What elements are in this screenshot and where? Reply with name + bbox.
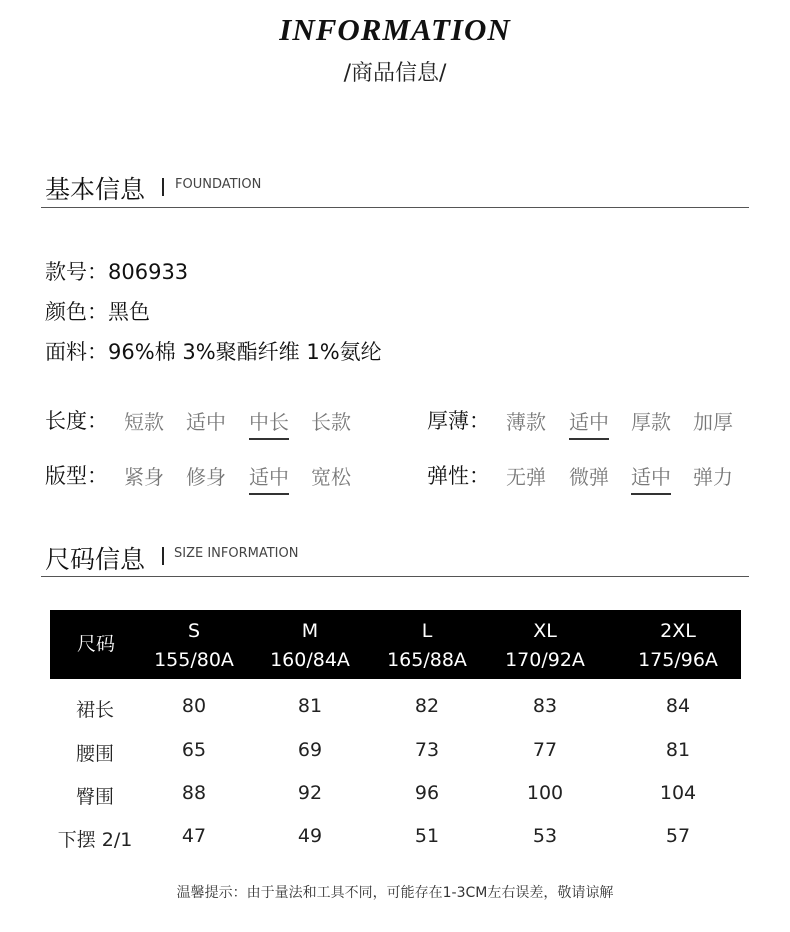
size-column-header: [258, 617, 362, 675]
size-spec: 160/84A: [270, 649, 350, 671]
size-subtitle: SIZE INFORMATION: [174, 546, 299, 561]
thickness-label: 厚薄：: [427, 409, 490, 433]
table-cell: 92: [297, 782, 323, 804]
thickness-option-selected: 适中: [569, 406, 609, 440]
size-column-header: [375, 617, 479, 675]
fit-option: 修身: [186, 465, 226, 489]
length-option: 适中: [186, 410, 226, 434]
foundation-title: 基本信息: [45, 175, 146, 204]
measurement-note: 温馨提示：由于量法和工具不同，可能存在1-3CM左右误差，敬请谅解: [176, 885, 614, 901]
elasticity-option: 无弹: [506, 465, 546, 489]
thickness-option: 薄款: [506, 410, 546, 434]
color-label: 颜色：: [45, 300, 108, 324]
elasticity-label: 弹性：: [427, 464, 490, 488]
length-option-selected: 中长: [249, 406, 289, 440]
fabric-row: [45, 336, 382, 366]
size-column-header: [142, 617, 246, 675]
table-row: [0, 739, 790, 769]
size-column-header: [493, 617, 597, 675]
size-table-corner: 尺码: [76, 633, 115, 655]
size-rule: [41, 576, 749, 577]
table-cell: 57: [665, 825, 691, 847]
table-cell: 84: [665, 695, 691, 717]
size-spec: 170/92A: [505, 649, 585, 671]
table-row: [0, 782, 790, 812]
table-cell: 83: [532, 695, 558, 717]
thickness-option: 加厚: [693, 410, 733, 434]
table-cell: 96: [414, 782, 440, 804]
fabric-label: 面料：: [45, 340, 108, 364]
table-cell: 51: [414, 825, 440, 847]
fit-option: 紧身: [124, 465, 164, 489]
elasticity-option: 微弹: [569, 465, 609, 489]
length-label: 长度：: [45, 409, 108, 433]
size-code: 2XL: [660, 620, 696, 642]
size-title: 尺码信息: [45, 545, 146, 574]
row-label: 裙长: [75, 699, 114, 721]
table-row: [0, 825, 790, 855]
elasticity-option-selected: 适中: [631, 461, 671, 495]
size-spec: 155/80A: [154, 649, 234, 671]
size-spec: 175/96A: [638, 649, 718, 671]
table-cell: 77: [532, 739, 558, 761]
foundation-rule: [41, 207, 749, 208]
row-label: 臀围: [75, 786, 114, 808]
size-code: XL: [533, 620, 557, 642]
table-cell: 81: [665, 739, 691, 761]
style-number-label: 款号：: [45, 260, 108, 284]
table-cell: 69: [297, 739, 323, 761]
fit-option-selected: 适中: [249, 461, 289, 495]
row-label: 下摆 2/1: [57, 829, 133, 851]
fit-option: 宽松: [311, 465, 351, 489]
fabric-value: 96%棉 3%聚酯纤维 1%氨纶: [108, 340, 382, 364]
size-column-header: [626, 617, 730, 675]
page-subtitle: /商品信息/: [343, 61, 447, 86]
fit-label: 版型：: [45, 464, 108, 488]
table-cell: 104: [659, 782, 697, 804]
style-number-row: [45, 256, 188, 286]
table-cell: 82: [414, 695, 440, 717]
foundation-subtitle: FOUNDATION: [175, 177, 262, 192]
color-value: 黑色: [108, 300, 150, 324]
size-code: M: [301, 620, 319, 642]
page-title: INFORMATION: [279, 12, 511, 47]
table-cell: 80: [181, 695, 207, 717]
length-option: 短款: [124, 410, 164, 434]
thickness-option: 厚款: [631, 410, 671, 434]
size-spec: 165/88A: [387, 649, 467, 671]
size-title-divider: [162, 547, 164, 565]
row-label: 腰围: [75, 743, 114, 765]
size-code: L: [421, 620, 433, 642]
table-cell: 47: [181, 825, 207, 847]
length-option: 长款: [311, 410, 351, 434]
color-row: [45, 296, 150, 326]
elasticity-option: 弹力: [693, 465, 733, 489]
table-cell: 100: [526, 782, 564, 804]
table-cell: 81: [297, 695, 323, 717]
table-cell: 53: [532, 825, 558, 847]
table-cell: 73: [414, 739, 440, 761]
table-cell: 65: [181, 739, 207, 761]
table-row: [0, 695, 790, 725]
style-number-value: 806933: [108, 260, 189, 284]
foundation-title-divider: [162, 178, 164, 196]
table-cell: 88: [181, 782, 207, 804]
table-cell: 49: [297, 825, 323, 847]
size-code: S: [187, 620, 201, 642]
